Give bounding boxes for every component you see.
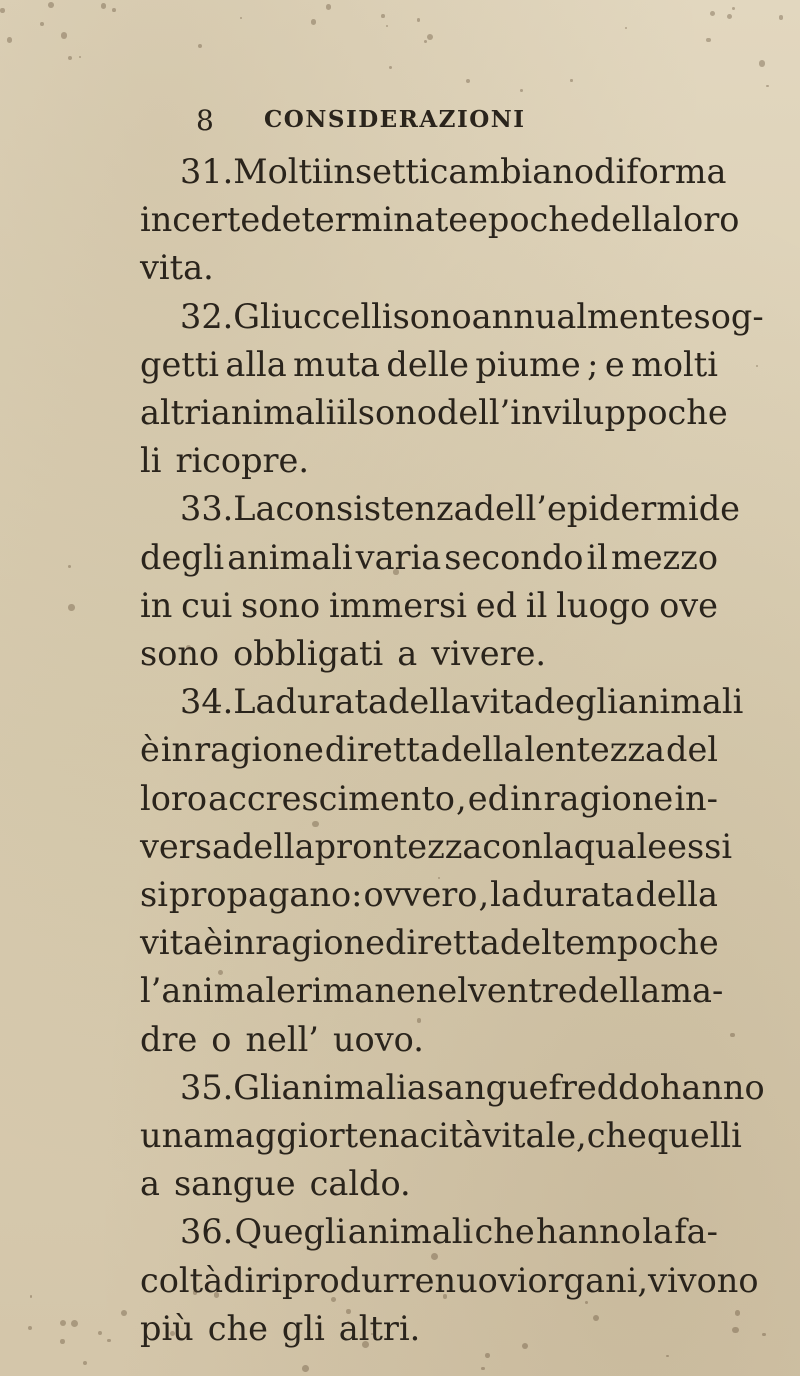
paper-speck [61,32,67,38]
paper-speck [732,1327,738,1333]
paper-speck [68,565,71,568]
text-line: altri animali il sono dell’ inviluppo che [140,393,728,432]
paper-speck [762,1333,765,1336]
paper-speck [218,970,223,975]
paper-speck [485,1353,490,1358]
paper-speck [302,1365,309,1372]
page-header [196,104,700,144]
text-line: vita è in ragione diretta del tempo che [140,923,719,963]
paper-speck [331,1297,336,1302]
paper-speck [427,34,434,41]
paper-speck [112,8,116,12]
paper-speck [666,1355,669,1358]
paper-speck [443,1294,447,1298]
paper-speck [240,17,242,19]
paper-speck [68,56,72,60]
paper-speck [71,1320,78,1327]
paper-speck [311,19,316,24]
paper-speck [346,1309,350,1313]
paper-speck [431,1253,438,1260]
paper-speck [101,3,107,9]
text-line: una maggior tenacità vitale , che quelli [140,1116,742,1155]
paper-speck [326,4,331,9]
text-line: più che gli altri. [140,1308,421,1348]
text-line: 34. La durata della vita degli animali [180,682,744,722]
paper-speck [198,44,202,48]
text-line: in certe determinate epoche della loro [140,200,740,240]
text-line: coltà di riprodurre nuovi organi, vivono [140,1260,759,1300]
paper-speck [30,1295,32,1297]
text-line: a sangue caldo. [140,1164,411,1204]
paper-speck [735,1310,741,1316]
paper-speck [60,1320,67,1327]
text-line: loro accrescimento , ed in ragione in- [140,778,718,818]
text-line: 32. Gli uccelli sono annualmente sog- [180,296,764,336]
text-line: vita. [140,248,214,288]
text-line: versa della prontezza con la quale essi [140,826,733,866]
paper-speck [48,2,54,8]
paper-speck [98,1331,102,1335]
text-line: degli animali varia secondo il mezzo [140,537,718,577]
paper-speck [593,1315,599,1321]
paper-speck [7,37,13,43]
paper-speck [417,18,421,22]
paper-speck [424,40,427,43]
paper-speck [730,1033,734,1037]
text-line: 36. Quegli animali che hanno la fa- [180,1212,718,1252]
paper-speck [522,1343,528,1349]
text-line: l’ animale rimane nel ventre della ma- [140,971,724,1011]
text-line: in cui sono immersi ed il luogo ove [140,585,718,625]
paper-speck [107,1339,110,1342]
text-line: sono obbligati a vivere. [140,634,547,673]
paper-speck [362,1341,369,1348]
paper-speck [28,1326,32,1330]
paper-speck [706,38,711,43]
text-line: 31. Molti insetti cambiano di forma [180,152,727,191]
paper-speck [520,89,523,92]
text-line: è in ragione diretta della lentezza del [140,730,718,770]
text-line: li ricopre. [140,441,310,481]
paper-speck [393,569,399,575]
paper-speck [625,27,628,30]
running-head: CONSIDERAZIONI [264,106,526,133]
page-number: 8 [196,104,215,137]
paper-speck [710,11,715,16]
paper-speck [727,14,732,19]
paper-speck [79,56,81,58]
paper-speck [60,1339,64,1343]
text-line: dre o nell’ uovo. [140,1019,424,1059]
text-line: 35. Gli animali a sangue freddo hanno [180,1067,765,1107]
paper-speck [381,14,385,18]
paper-speck [68,604,74,610]
paper-speck [193,1290,197,1294]
paper-speck [389,66,392,69]
paper-speck [732,7,735,10]
paper-speck [83,1361,87,1365]
paper-speck [466,79,470,83]
paper-speck [0,8,4,12]
paper-speck [209,1228,211,1230]
text-line: 33. La consistenza dell’ epidermide [180,489,740,529]
paper-speck [417,1018,422,1023]
text-line: getti alla muta delle piume ; e molti [140,344,718,384]
text-line: si propagano: ovvero , la durata della [140,875,718,914]
paper-speck [40,22,44,26]
paper-speck [481,1367,485,1371]
paper-speck [121,1310,127,1316]
paper-speck [312,821,318,827]
paper-speck [386,25,388,27]
paper-speck [570,79,572,81]
paper-speck [779,15,783,19]
paper-speck [756,365,758,367]
paper-speck [214,1292,220,1298]
paper-speck [766,85,769,88]
paper-speck [759,60,765,66]
